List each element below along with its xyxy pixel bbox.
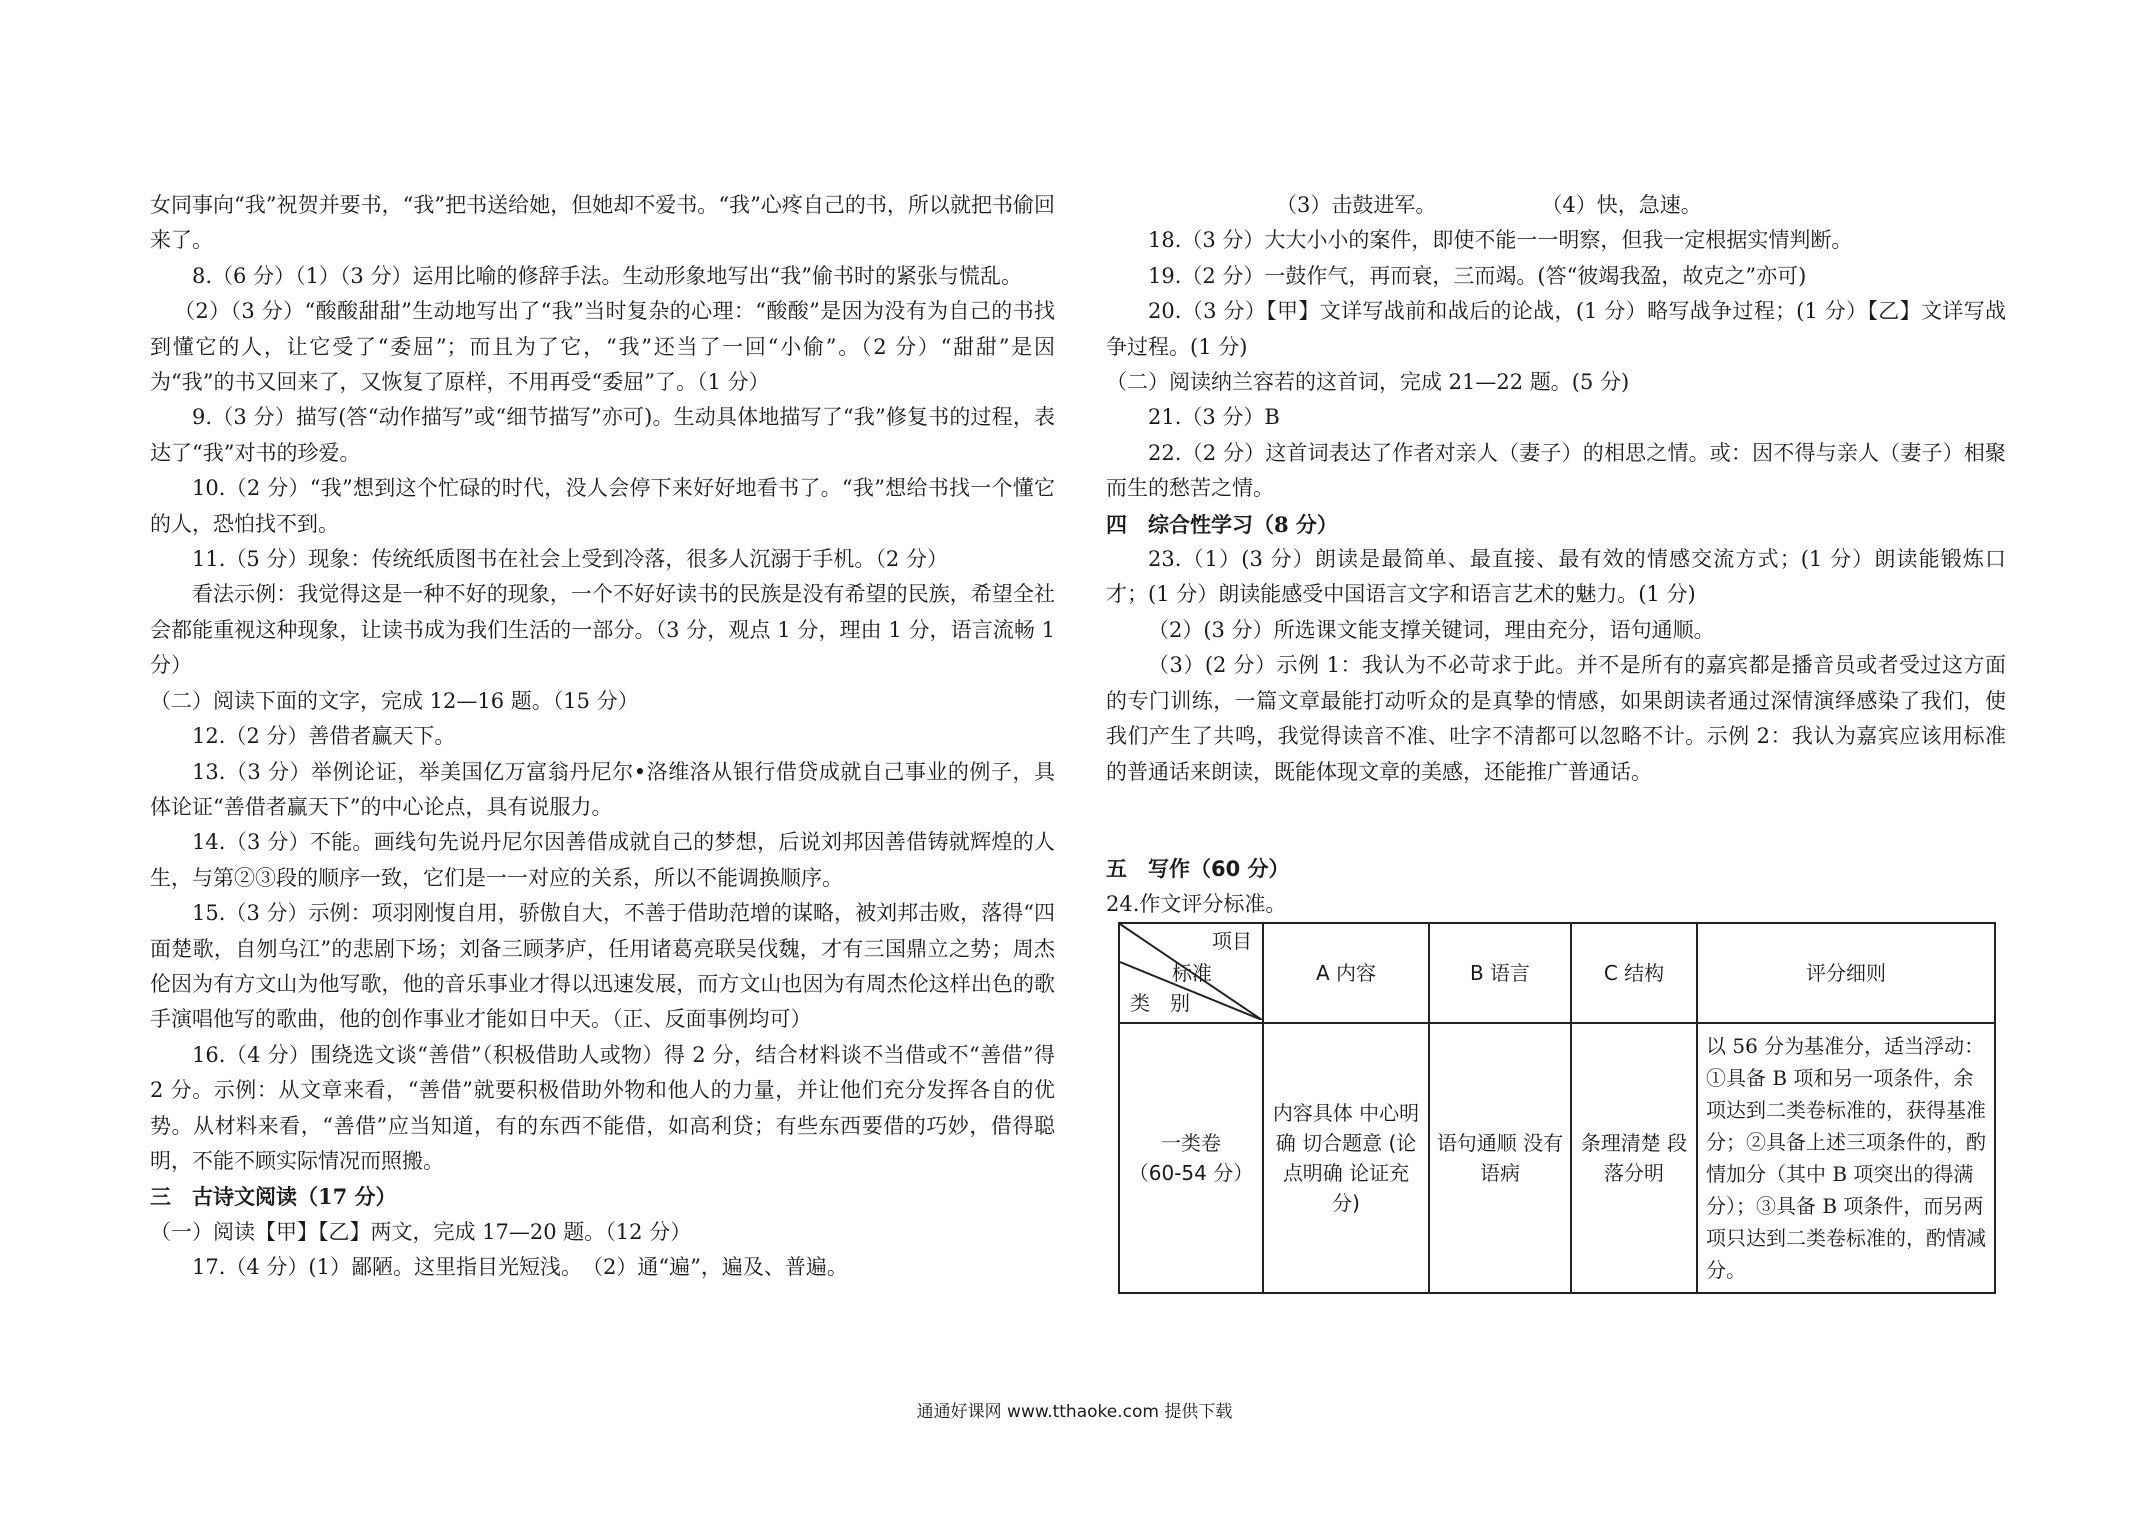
para-q12: 12.（2 分）善借者赢天下。 xyxy=(192,724,456,749)
corner-bottom-label: 类 别 xyxy=(1130,991,1190,1015)
structure-cell: 条理清楚 段落分明 xyxy=(1571,1023,1697,1293)
right-column xyxy=(1106,188,2006,923)
section-3-heading: 三 古诗文阅读（17 分） xyxy=(150,1184,397,1210)
row-label-1: 一类卷 xyxy=(1161,1131,1221,1155)
para-q10: 10.（2 分）“我”想到这个忙碌的时代，没人会停下来好好地看书了。“我”想给书找一个懂它的人，恐怕找不到。 xyxy=(150,476,1055,536)
para-q23-2: （2）(3 分）所选课文能支撑关键词，理由充分，语句通顺。 xyxy=(1148,617,1715,642)
subsection-2-heading: （二）阅读纳兰容若的这首词，完成 21—22 题。(5 分) xyxy=(1106,370,1630,395)
para-q11-view: 看法示例：我觉得这是一种不好的现象，一个不好好读书的民族是没有希望的民族，希望全社会都能重视这种现象，让读书成为我们生活的一部分。（3 分，观点 1 分，理由 1 分，语言流畅 1 分） xyxy=(150,582,1055,678)
para-q14: 14.（3 分）不能。画线句先说丹尼尔因善借成就自己的梦想，后说刘邦因善借铸就辉煌的人生，与第②③段的顺序一致，它们是一一对应的关系，所以不能调换顺序。 xyxy=(150,830,1055,890)
para-q8-2: （2）（3 分）“酸酸甜甜”生动地写出了“我”当时复杂的心理：“酸酸”是因为没有为自己的书找到懂它的人，让它受了“委屈”；而且为了它，“我”还当了一回“小偷”。（2 分）“甜甜”是因为“我”的书又回来了，又恢复了原样，不用再受“委屈”了。（1 分） xyxy=(150,299,1055,395)
corner-cell xyxy=(1119,923,1263,1023)
para-q24: 24.作文评分标准。 xyxy=(1106,892,1287,917)
row-label-cell xyxy=(1119,1023,1263,1293)
para-q22: 22.（2 分）这首词表达了作者对亲人（妻子）的相思之情。或：因不得与亲人（妻子）相聚而生的愁苦之情。 xyxy=(1106,440,2006,501)
para-q17: 17.（4 分）(1）鄙陋。这里指目光短浅。 （2）通“遍”，遍及、普遍。 xyxy=(192,1255,848,1280)
row-label-2: （60-54 分） xyxy=(1128,1161,1254,1185)
page-footer: 通通好课网 www.tthaoke.com 提供下载 xyxy=(916,1402,1233,1422)
para-q13: 13.（3 分）举例论证，举美国亿万富翁丹尼尔•洛维洛从银行借贷成就自己事业的例子，具体论证“善借者赢天下”的中心论点，具有说服力。 xyxy=(150,759,1055,819)
subsection-heading: （一）阅读【甲】【乙】两文，完成 17—20 题。（12 分） xyxy=(150,1219,692,1244)
spacer xyxy=(1106,790,2006,852)
content-cell: 内容具体 中心明确 切合题意 (论点明确 论证充分) xyxy=(1263,1023,1429,1293)
header-content: A 内容 xyxy=(1263,923,1429,1023)
detail-cell: 以 56 分为基准分，适当浮动：①具备 B 项和另一项条件，余项达到二类卷标准的，获得基准分；②具备上述三项条件的，酌情加分（其中 B 项突出的得满分）；③具备 B 项条件，而另两项只达到二类卷标准的，酌情减分。 xyxy=(1697,1023,1995,1293)
corner-mid-label: 标准 xyxy=(1172,961,1212,985)
header-structure: C 结构 xyxy=(1571,923,1697,1023)
para-q15: 15.（3 分）示例：项羽刚愎自用，骄傲自大，不善于借助范增的谋略，被刘邦击败，落得“四面楚歌，自刎乌江”的悲剧下场；刘备三顾茅庐，任用诸葛亮联吴伐魏，才有三国鼎立之势；周杰伦因为有方文山为他写歌，他的音乐事业才得以迅速发展，而方文山也因为有周杰伦这样出色的歌手演唱他写的歌曲，他的创作事业才能如日中天。（正、反面事例均可） xyxy=(150,901,1055,1032)
para-q19: 19.（2 分）一鼓作气，再而衰，三而竭。(答“彼竭我盈，故克之”亦可) xyxy=(1148,263,1807,288)
corner-top-label: 项目 xyxy=(1212,929,1252,953)
para-q20: 20.（3 分）【甲】文详写战前和战后的论战，(1 分）略写战争过程；(1 分）【乙】文详写战争过程。(1 分) xyxy=(1106,299,2006,359)
table-header-row xyxy=(1119,923,1995,1023)
section-2-heading: （二）阅读下面的文字，完成 12—16 题。（15 分） xyxy=(150,688,639,713)
para-q21: 21.（3 分）B xyxy=(1148,405,1280,430)
section-4-heading: 四 综合性学习（8 分） xyxy=(1106,511,1338,537)
para-q17-end: （3）击鼓进军。 （4）快，急速。 xyxy=(1276,193,1702,217)
para-q18: 18.（3 分）大大小小的案件，即使不能一一明察，但我一定根据实情判断。 xyxy=(1148,228,1853,253)
section-5-heading: 五 写作（60 分） xyxy=(1106,856,1290,881)
para-q23-1: 23.（1）(3 分）朗读是最简单、最直接、最有效的情感交流方式；(1 分）朗读能锻炼口才；(1 分）朗读能感受中国语言文字和语言艺术的魅力。(1 分) xyxy=(1106,547,2006,607)
para-q16: 16.（4 分）围绕选文谈“善借”（积极借助人或物）得 2 分，结合材料谈不当借或不“善借”得 2 分。示例：从文章来看，“善借”就要积极借助外物和他人的力量，并让他们充分发挥各自的优势。从材料来看，“善借”应当知道，有的东西不能借，如高利贷；有些东西要借的巧妙，借得聪明，不能不顾实际情况而照搬。 xyxy=(150,1042,1055,1173)
para-q9: 9.（3 分）描写(答“动作描写”或“细节描写”亦可)。生动具体地描写了“我”修复书的过程，表达了“我”对书的珍爱。 xyxy=(150,405,1055,465)
para-q8-1: 8.（6 分）（1）（3 分）运用比喻的修辞手法。生动形象地写出“我”偷书时的紧张与慌乱。 xyxy=(192,263,1022,288)
table-row xyxy=(1119,1023,1995,1293)
header-language: B 语言 xyxy=(1429,923,1571,1023)
left-column xyxy=(150,188,1055,1286)
language-cell: 语句通顺 没有语病 xyxy=(1429,1023,1571,1293)
para-q7-end: 女同事向“我”祝贺并要书，“我”把书送给她，但她却不爱书。“我”心疼自己的书，所以就把书偷回来了。 xyxy=(150,193,1055,253)
header-detail: 评分细则 xyxy=(1697,923,1995,1023)
para-q11: 11.（5 分）现象：传统纸质图书在社会上受到冷落，很多人沉溺于手机。（2 分） xyxy=(192,547,948,572)
grading-table xyxy=(1118,922,1996,1294)
para-q23-3: （3）(2 分）示例 1：我认为不必苛求于此。并不是所有的嘉宾都是播音员或者受过这方面的专门训练，一篇文章最能打动听众的是真挚的情感，如果朗读者通过深情演绎感染了我们，使我们产生了共鸣，我觉得读音不准、吐字不清都可以忽略不计。示例 2：我认为嘉宾应该用标准的普通话来朗读，既能体现文章的美感，还能推广普通话。 xyxy=(1106,653,2006,784)
